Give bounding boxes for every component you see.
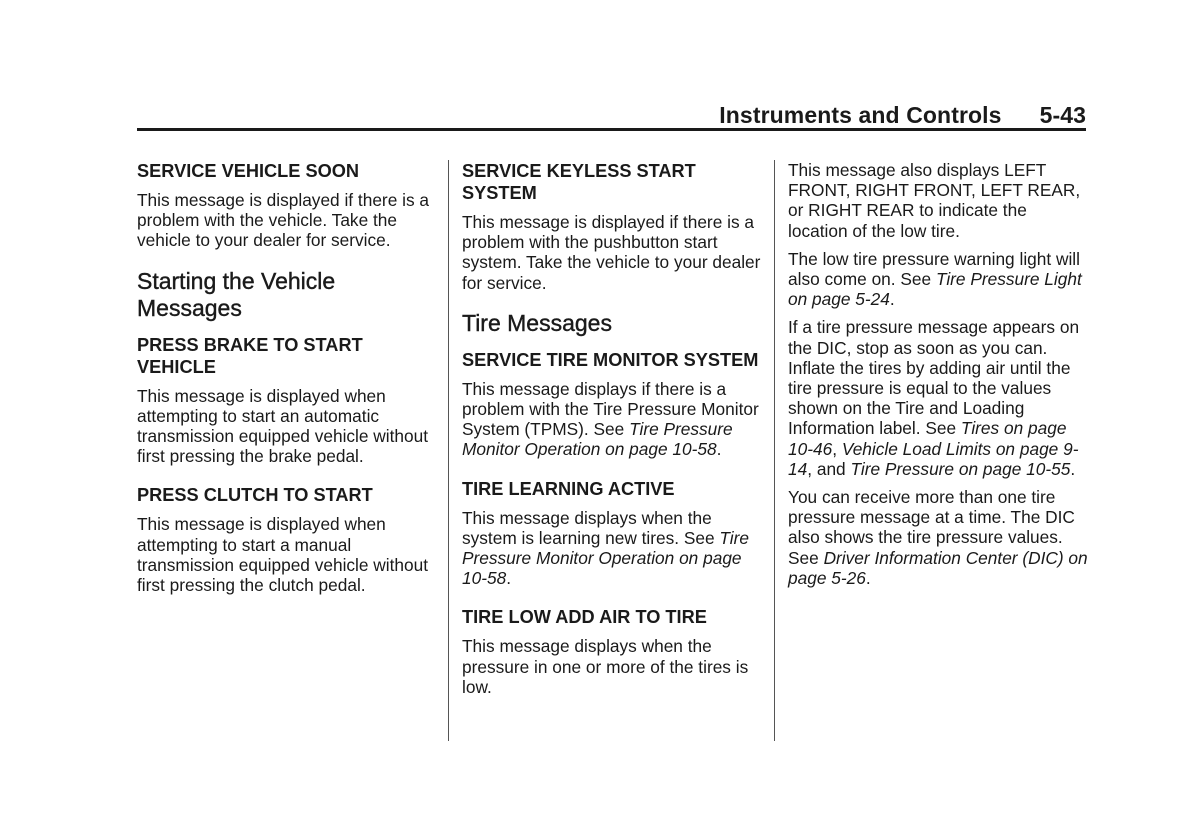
page-header (719, 102, 1086, 129)
heading-tire-low-add-air: TIRE LOW ADD AIR TO TIRE (462, 607, 707, 628)
paragraph-tire-pressure-action: If a tire pressure message appears on the DIC, stop as soon as you can. Inflate the tires by adding air until the tire pressure is equal to the values shown on the Tire and Loading Information label. See Tires on page 10-46, Vehicle Load Limits on page 9-14, and Tire Pressure on page 10-55. (788, 317, 1080, 479)
body-service-vehicle-soon: This message is displayed if there is a problem with the vehicle. Take the vehicle to your dealer for service. (137, 190, 429, 251)
column-divider-2 (774, 160, 775, 741)
cross-reference[interactable]: Vehicle Load Limits on page 9-14 (788, 438, 1079, 479)
column-3 (788, 160, 1088, 596)
column-1 (137, 160, 437, 603)
body-tire-low-add-air: This message displays when the pressure in one or more of the tires is low. (462, 636, 749, 697)
section-title: Instruments and Controls (719, 102, 1002, 128)
column-divider-1 (448, 160, 449, 741)
paragraph-warning-light: The low tire pressure warning light will also come on. See Tire Pressure Light on page 5-24. (788, 248, 1082, 310)
paragraph-low-tire-location: This message also displays LEFT FRONT, RIGHT FRONT, LEFT REAR, or RIGHT REAR to indicate the location of the low tire. (788, 160, 1081, 241)
cross-reference[interactable]: Tire Pressure on page 10-55 (850, 458, 1071, 479)
heading-tire-messages: Tire Messages (462, 309, 612, 336)
paragraph-multiple-messages: You can receive more than one tire pressure message at a time. The DIC also shows the tire pressure values. See Driver Information Center (DIC) on page 5-26. (788, 487, 1088, 588)
cross-reference[interactable]: Driver Information Center (DIC) on page 5-26 (788, 547, 1088, 588)
page-number: 5-43 (1039, 102, 1086, 128)
body-tire-learning-active: This message displays when the system is learning new tires. See Tire Pressure Monitor Operation on page 10-58. (462, 507, 750, 589)
body-press-clutch: This message is displayed when attempting to start a manual transmission equipped vehicle without first pressing the clutch pedal. (137, 514, 429, 596)
body-service-keyless: This message is displayed if there is a problem with the pushbutton start system. Take the vehicle to your dealer for service. (462, 212, 761, 293)
heading-starting-vehicle-messages: Starting the Vehicle Messages (137, 267, 336, 321)
cross-reference[interactable]: Tires on page 10-46 (788, 418, 1067, 459)
header-rule (137, 128, 1086, 131)
cross-reference[interactable]: Tire Pressure Monitor Operation on page 10-58 (462, 419, 733, 460)
heading-tire-learning-active: TIRE LEARNING ACTIVE (462, 478, 675, 499)
heading-service-keyless: SERVICE KEYLESS START SYSTEM (462, 161, 696, 203)
body-service-tire-monitor: This message displays if there is a problem with the Tire Pressure Monitor System (TPMS). See Tire Pressure Monitor Operation on page 10-58. (462, 378, 759, 460)
heading-press-clutch: PRESS CLUTCH TO START (137, 485, 373, 506)
column-2 (462, 160, 762, 705)
heading-press-brake: PRESS BRAKE TO START VEHICLE (137, 334, 363, 377)
heading-service-tire-monitor: SERVICE TIRE MONITOR SYSTEM (462, 349, 759, 370)
cross-reference[interactable]: Tire Pressure Light on page 5-24 (788, 269, 1082, 310)
body-press-brake: This message is displayed when attempting to start an automatic transmission equipped vehicle without first pressing the brake pedal. (137, 385, 429, 467)
cross-reference[interactable]: Tire Pressure Monitor Operation on page 10-58 (462, 527, 750, 589)
heading-service-vehicle-soon: SERVICE VEHICLE SOON (137, 161, 360, 181)
